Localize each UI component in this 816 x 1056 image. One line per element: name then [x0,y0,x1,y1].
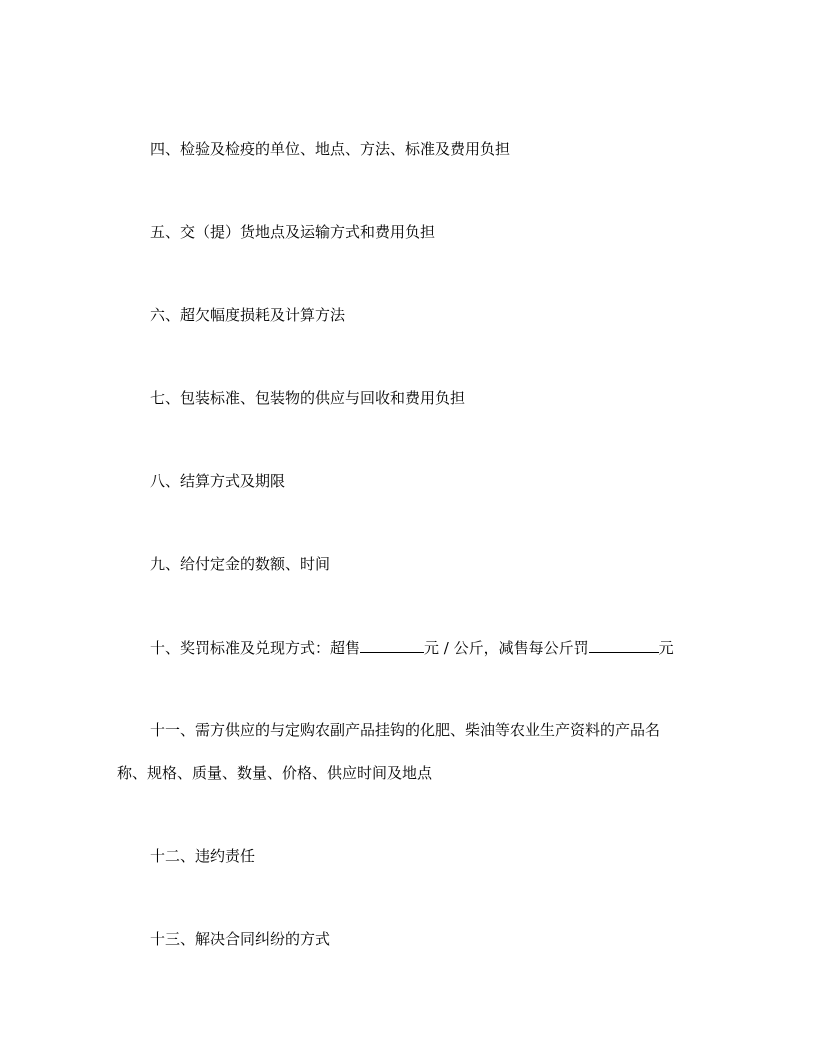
clause-12: 十二、违约责任 [150,847,256,865]
clause-5: 五、交（提）货地点及运输方式和费用负担 [150,223,436,241]
clause-9: 九、给付定金的数额、时间 [150,555,331,573]
clause-11-line-1: 十一、需方供应的与定购农副产品挂钩的化肥、柴油等农业生产资料的产品名 [150,721,661,739]
clause-10-text-a: 十、奖罚标准及兑现方式：超售 [150,639,361,657]
clause-10 [150,638,674,657]
clause-13: 十三、解决合同纠纷的方式 [150,930,331,948]
fill-in-blank-undersell [589,638,659,653]
clause-6: 六、超欠幅度损耗及计算方法 [150,306,346,324]
clause-8: 八、结算方式及期限 [150,472,286,490]
fill-in-blank-oversell [360,638,424,653]
clause-10-text-c: 元 [658,639,674,657]
clause-10-text-b: 元 / 公斤，减售每公斤罚 [424,639,589,657]
clause-7: 七、包装标准、包装物的供应与回收和费用负担 [150,389,466,407]
clause-4: 四、检验及检疫的单位、地点、方法、标准及费用负担 [150,140,511,158]
clause-11-line-2: 称、规格、质量、数量、价格、供应时间及地点 [117,764,433,782]
